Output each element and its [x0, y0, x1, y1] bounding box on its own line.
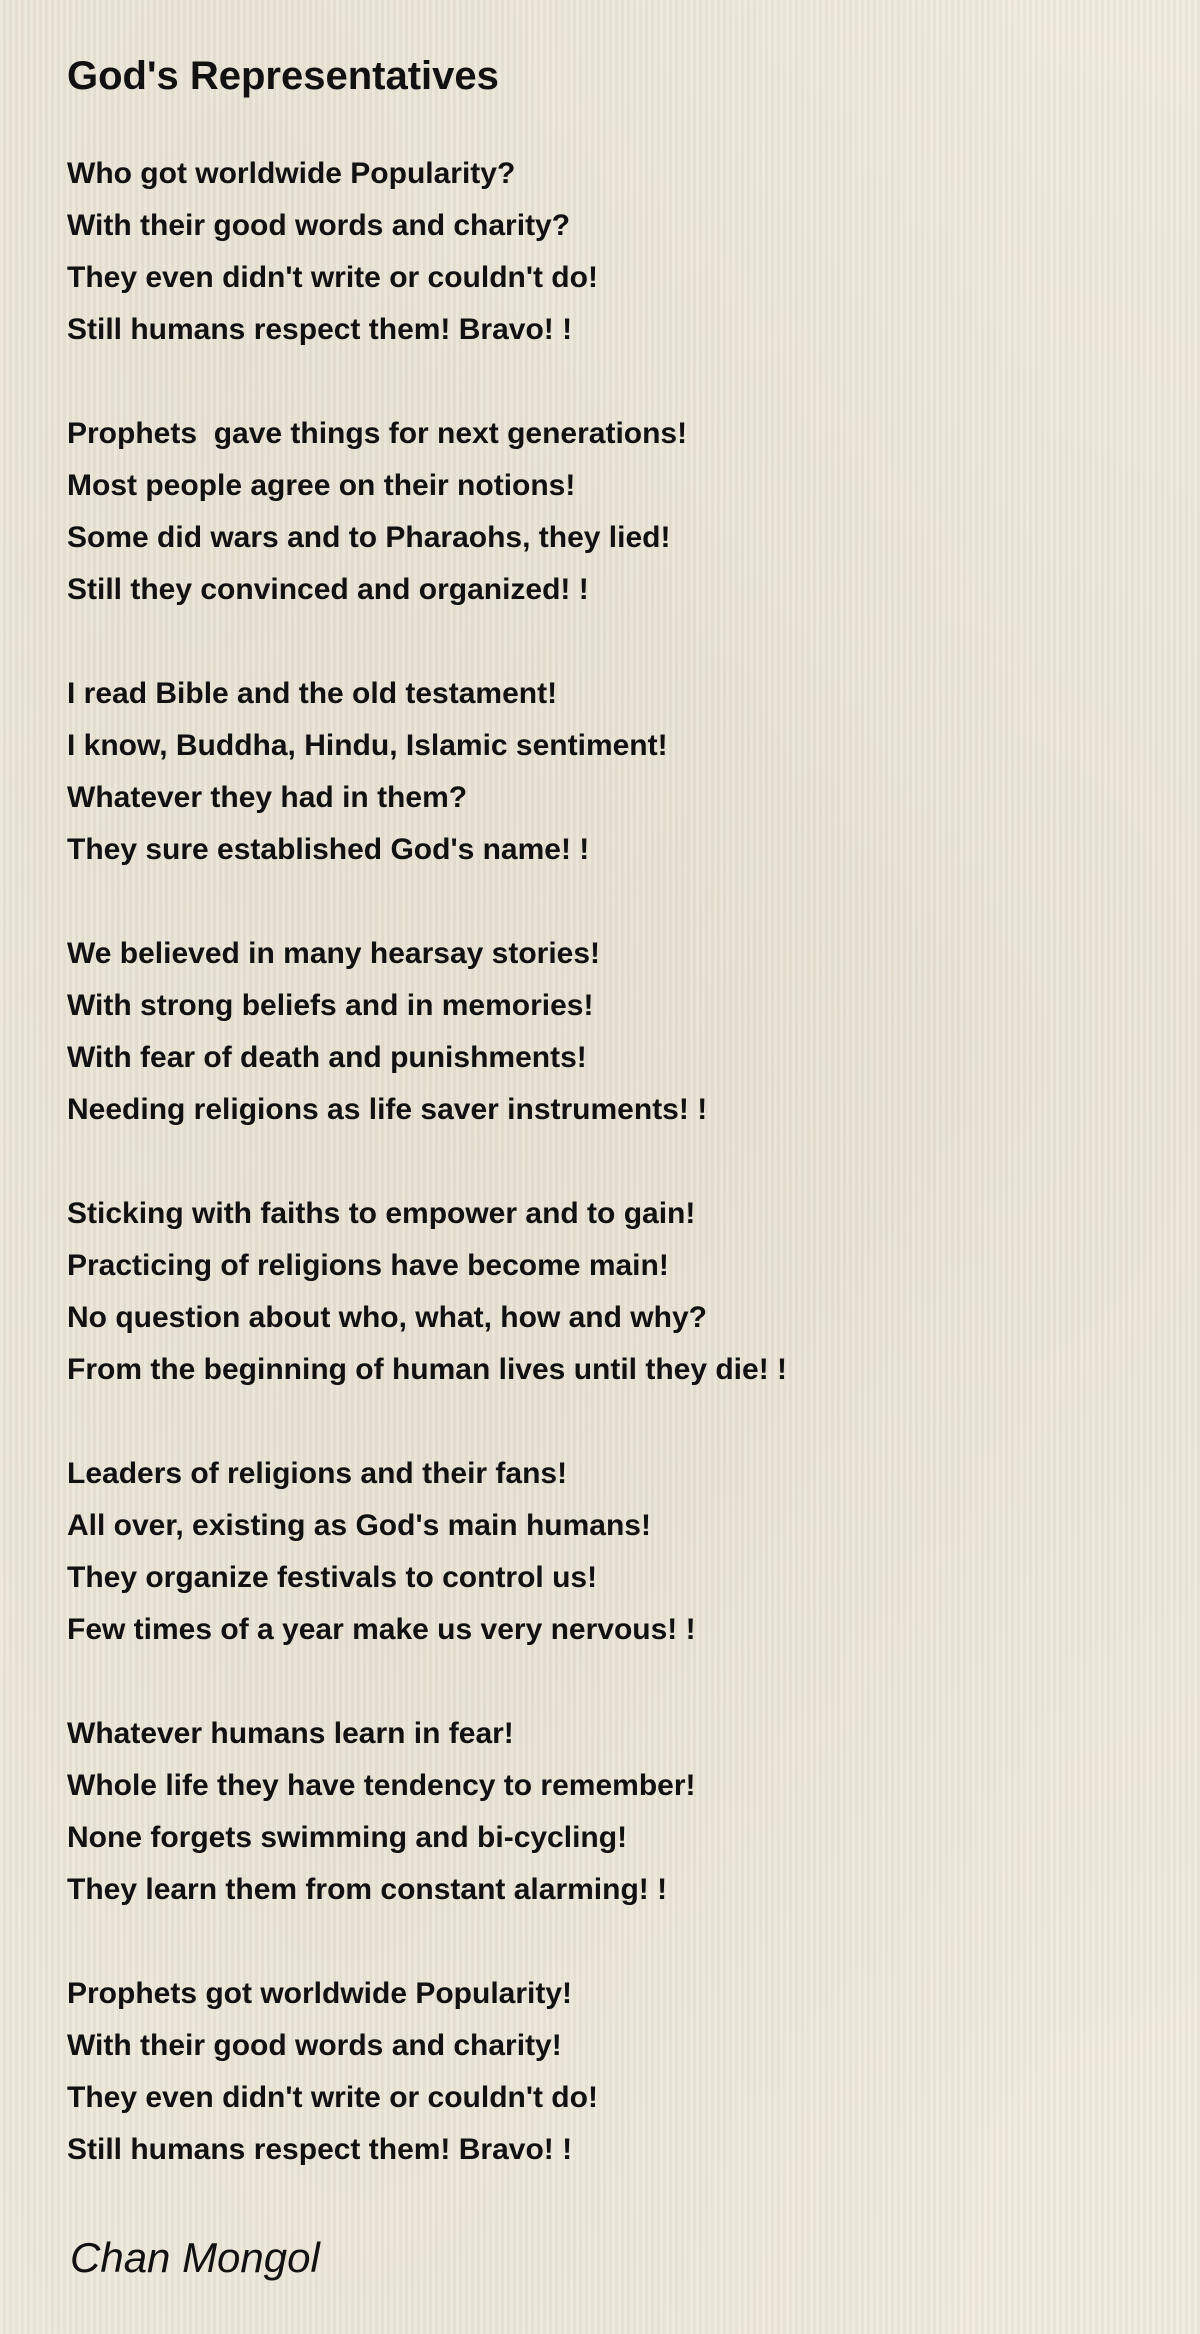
- poem-line: Few times of a year make us very nervous! !: [67, 1613, 696, 1646]
- poem-author: Chan Mongol: [70, 2234, 320, 2281]
- stanza-5: [67, 1188, 787, 1396]
- poem-line: Sticking with faiths to empower and to gain!: [67, 1197, 696, 1230]
- poem-line: No question about who, what, how and why?: [67, 1301, 707, 1334]
- stanza-8: [67, 1968, 787, 2176]
- poem-line: Still humans respect them! Bravo! !: [67, 2133, 573, 2166]
- poem-line: Needing religions as life saver instruments! !: [67, 1093, 708, 1126]
- poem-body: [67, 148, 787, 2228]
- poem-line: With strong beliefs and in memories!: [67, 989, 594, 1022]
- poem-line: Whatever they had in them?: [67, 781, 468, 814]
- poem-line: They sure established God's name! !: [67, 833, 590, 866]
- poem-line: Prophets got worldwide Popularity!: [67, 1977, 573, 2010]
- poem-line: Most people agree on their notions!: [67, 469, 576, 502]
- poem-line: I know, Buddha, Hindu, Islamic sentiment!: [67, 729, 668, 762]
- poem-line: Whatever humans learn in fear!: [67, 1717, 514, 1750]
- stanza-2: [67, 408, 787, 616]
- poem-title: God's Representatives: [67, 54, 499, 98]
- poem-line: With their good words and charity?: [67, 209, 571, 242]
- poem-line: Leaders of religions and their fans!: [67, 1457, 568, 1490]
- poem-line: Who got worldwide Popularity?: [67, 157, 516, 190]
- poem-line: Whole life they have tendency to remember!: [67, 1769, 696, 1802]
- poem-line: None forgets swimming and bi-cycling!: [67, 1821, 628, 1854]
- poem-line: We believed in many hearsay stories!: [67, 937, 601, 970]
- poem-line: They organize festivals to control us!: [67, 1561, 598, 1594]
- stanza-3: [67, 668, 787, 876]
- stanza-4: [67, 928, 787, 1136]
- stanza-6: [67, 1448, 787, 1656]
- poem-line: I read Bible and the old testament!: [67, 677, 558, 710]
- poem-line: Prophets gave things for next generations!: [67, 417, 688, 450]
- poem-line: With fear of death and punishments!: [67, 1041, 587, 1074]
- poem-line: They learn them from constant alarming! !: [67, 1873, 668, 1906]
- poem-line: They even didn't write or couldn't do!: [67, 2081, 598, 2114]
- stanza-1: [67, 148, 787, 356]
- poem-line: Still humans respect them! Bravo! !: [67, 313, 573, 346]
- stanza-7: [67, 1708, 787, 1916]
- poem-line: They even didn't write or couldn't do!: [67, 261, 598, 294]
- poem-line: Some did wars and to Pharaohs, they lied!: [67, 521, 671, 554]
- poem-line: With their good words and charity!: [67, 2029, 562, 2062]
- poem-line: From the beginning of human lives until they die! !: [67, 1353, 788, 1386]
- poem-line: Still they convinced and organized! !: [67, 573, 589, 606]
- poem-line: All over, existing as God's main humans!: [67, 1509, 651, 1542]
- poem-line: Practicing of religions have become main!: [67, 1249, 669, 1282]
